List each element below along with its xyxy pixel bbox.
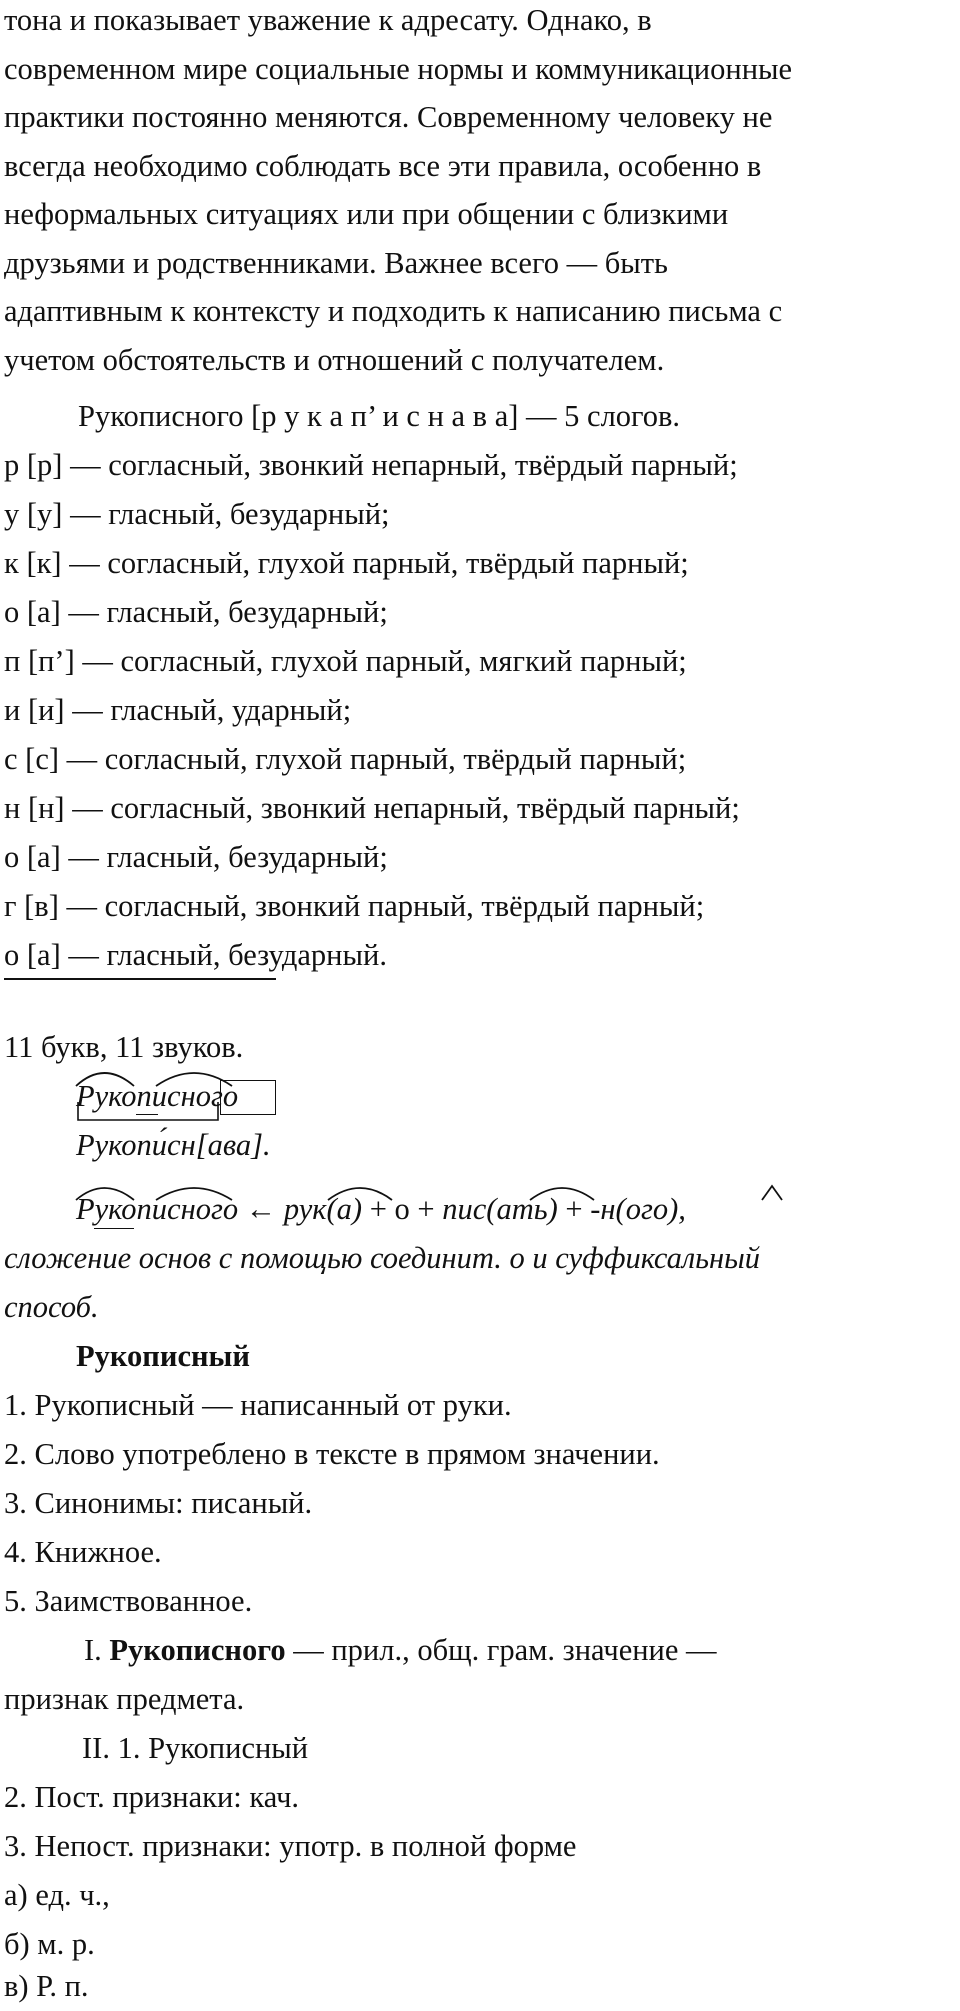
phonetic-line: с [с] — согласный, глухой парный, твёрдый парный;: [4, 742, 687, 776]
text-line: неформальных ситуациях или при общении с близкими: [4, 197, 729, 231]
derivation-text: способ.: [4, 1290, 99, 1324]
phonetic-line: к [к] — согласный, глухой парный, твёрдый парный;: [4, 546, 689, 580]
phonetic-line: о [а] — гласный, безударный.: [4, 938, 387, 972]
text-line: друзьями и родственниками. Важнее всего — быть: [4, 245, 668, 280]
morph-line: в) Р. п.: [4, 1969, 89, 2003]
text-line: адаптивным к контексту и подходить к написанию письма с: [4, 294, 783, 328]
lexical-line: 1. Рукописный — написанный от руки.: [4, 1388, 512, 1422]
derivation-text: сложение основ с помощью соединит. о и суффиксальный: [4, 1241, 761, 1275]
phonetic-line: н [н] — согласный, звонкий непарный, твёрдый парный;: [4, 791, 740, 825]
connector-segment: о: [121, 1079, 137, 1113]
stress-line: Рукопи́сн[ава].: [76, 1128, 271, 1162]
derivation-connector-underline: [94, 1228, 134, 1229]
morph-line: а) ед. ч.,: [4, 1878, 110, 1912]
intro-paragraph: [4, 0, 954, 384]
morph-section-heading: II. 1. Рукописный: [82, 1731, 309, 1765]
morph-line: б) м. р.: [4, 1927, 95, 1961]
morph-intro-line2: признак предмета.: [4, 1682, 245, 1716]
morph-line: 2. Пост. признаки: кач.: [4, 1780, 300, 1814]
text-line: учетом обстоятельств и отношений с получателем.: [4, 342, 665, 377]
lexical-line: 4. Книжное.: [4, 1535, 162, 1569]
morph-intro: I. Рукописного — прил., общ. грам. значение —: [84, 1633, 717, 1667]
text-line: тона и показывает уважение к адресату. Однако, в: [4, 3, 652, 37]
ending-segment: ого: [195, 1079, 239, 1113]
phonetic-line: г [в] — согласный, звонкий парный, твёрдый парный;: [4, 889, 705, 923]
lexical-line: 2. Слово употреблено в тексте в прямом значении.: [4, 1437, 660, 1471]
phonetic-heading: Рукописного [р у к а п’ и с н а в а] — 5 слогов.: [78, 399, 681, 433]
phonetic-line: о [а] — гласный, безударный;: [4, 595, 388, 629]
divider-rule: [4, 978, 276, 980]
phonetic-line: п [п’] — согласный, глухой парный, мягкий парный;: [4, 644, 687, 678]
derivation-line: Рукописного ← рук(а) + о + пис(ать) + -н(ого),: [76, 1192, 686, 1226]
stressed-letter: и́: [151, 1128, 168, 1162]
phonetic-line: о [а] — гласный, безударный;: [4, 840, 388, 874]
text-line: всегда необходимо соблюдать все эти правила, особенно в: [4, 148, 762, 183]
root2-segment: писн: [136, 1079, 196, 1113]
count-line: 11 букв, 11 звуков.: [4, 1030, 244, 1064]
phonetic-line: у [у] — гласный, безударный;: [4, 497, 390, 531]
phonetic-line: и [и] — гласный, ударный;: [4, 693, 352, 727]
text-line: практики постоянно меняются. Современному человеку не: [4, 100, 773, 134]
derivation-arcs-icon: [74, 1180, 894, 1204]
lexical-line: 5. Заимствованное.: [4, 1584, 253, 1618]
lexical-heading: Рукописный: [76, 1339, 250, 1373]
arrow-icon: ←: [238, 1192, 284, 1226]
morph-line: 3. Непост. признаки: употр. в полной форме: [4, 1829, 577, 1863]
text-line: современном мире социальные нормы и коммуникационные: [4, 51, 793, 86]
root-segment: Рук: [76, 1079, 122, 1113]
lexical-line: 3. Синонимы: писаный.: [4, 1486, 313, 1520]
phonetic-line: р [р] — согласный, звонкий непарный, твёрдый парный;: [4, 448, 738, 482]
